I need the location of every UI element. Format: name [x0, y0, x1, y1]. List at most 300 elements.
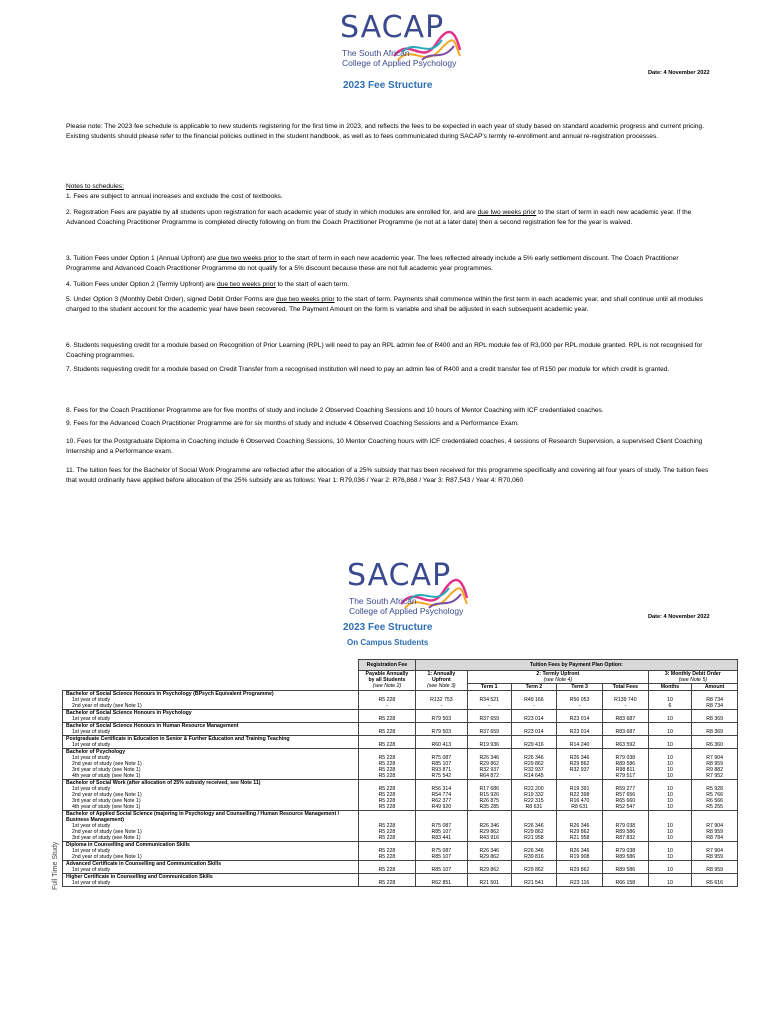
cell-o1 [415, 861, 467, 874]
fee-value: R19 908 [569, 854, 590, 860]
fee-value: R5 228 [378, 697, 396, 703]
fee-value: R85 107 [431, 829, 452, 835]
fee-value: R49 166 [524, 697, 544, 703]
cell-reg [359, 811, 416, 842]
fee-value: R5 766 [706, 792, 723, 798]
year-label: 2nd year of study (see Note 1) [72, 761, 142, 767]
cell-tot [602, 874, 648, 887]
fee-value: R5 228 [378, 716, 396, 722]
cell-m [648, 861, 692, 874]
fee-value: R75 087 [431, 755, 452, 761]
fee-value: 10 [667, 829, 673, 835]
fee-value: R79 517 [615, 773, 636, 779]
fee-value: R5 228 [378, 867, 396, 873]
logo-line-1: The South African [349, 596, 417, 606]
programme-name: Bachelor of Social Science Honours in Psychology (BPsych Equivalent Programme) [66, 691, 274, 697]
fee-value: R5 228 [378, 823, 396, 829]
fee-value: R75 087 [431, 823, 452, 829]
year-label: 1st year of study [72, 880, 111, 886]
cell-m [648, 780, 692, 811]
fee-value: R17 686 [479, 786, 500, 792]
fee-value: - [624, 703, 627, 709]
fee-value: R8 631 [571, 804, 588, 810]
programme-name: Diploma in Counselling and Communication Skills [66, 842, 190, 848]
year-label: 1st year of study [72, 848, 111, 854]
cell-t2 [511, 723, 557, 736]
programme-name: Bachelor of Social Science Honours in Human Resource Management [66, 723, 239, 729]
term-2-header: Term 2 [511, 684, 557, 691]
cell-o1 [415, 780, 467, 811]
page-title: 2023 Fee Structure [343, 622, 433, 633]
fee-value: R29 862 [569, 761, 590, 767]
fee-value: R34 521 [479, 697, 500, 703]
months-header: Months [648, 684, 692, 691]
side-label: Full Time Study [52, 841, 59, 890]
fee-value: R5 228 [378, 880, 396, 886]
fee-value: R29 416 [524, 742, 544, 748]
fee-value: R5 228 [378, 804, 396, 810]
fee-value: R7 904 [706, 848, 723, 854]
fee-value: 10 [667, 798, 673, 804]
year-label: 1st year of study [72, 867, 111, 873]
fee-value: R29 862 [479, 867, 500, 873]
year-label: 3rd year of study (see Note 1) [72, 798, 141, 804]
cell-t2 [511, 811, 557, 842]
fee-value: R32 937 [569, 767, 590, 773]
logo [347, 558, 477, 618]
fee-value: R21 541 [524, 880, 544, 886]
cell-t2 [511, 691, 557, 710]
notes-heading: Notes to schedules: [66, 183, 124, 190]
programme-name: Bachelor of Psychology [66, 749, 126, 755]
fee-value: R79 038 [615, 755, 636, 761]
fee-value: 10 [667, 755, 673, 761]
fee-value: R49 920 [431, 804, 452, 810]
programme-row [63, 861, 738, 874]
cell-amt [692, 723, 738, 736]
fee-value: R15 926 [479, 792, 500, 798]
cell-o1 [415, 749, 467, 780]
cell-m [648, 736, 692, 749]
cell-t2 [511, 842, 557, 861]
fee-value: R29 862 [479, 761, 500, 767]
fee-value: R64 872 [479, 773, 500, 779]
fee-value: R19 391 [569, 786, 590, 792]
cell-m [648, 710, 692, 723]
fee-value: R19 332 [524, 792, 544, 798]
cell-t1 [467, 842, 511, 861]
cell-reg [359, 691, 416, 710]
fee-value: R59 277 [615, 786, 636, 792]
note-8: 8. Fees for the Coach Practitioner Programme are for five months of study and include 2 Observed Coaching Sessions and 10 hours of Mentor Coaching with ICF credentialed coaches. [66, 407, 604, 414]
fee-value: 10 [667, 867, 673, 873]
fee-value: R5 228 [378, 755, 396, 761]
year-label: 4th year of study (see Note 1) [72, 804, 141, 810]
cell-t3 [557, 749, 603, 780]
fee-value: R7 904 [706, 755, 723, 761]
cell-reg [359, 861, 416, 874]
fee-value: R66 158 [615, 880, 636, 886]
fee-value: R35 285 [479, 804, 500, 810]
cell-o1 [415, 691, 467, 710]
fee-value: R83 687 [615, 716, 636, 722]
note-3: 3. Tuition Fees under Option 1 (Annual Upfront) are due two weeks prior to the start of term in each new academic year. The fees reflected already include a 5% early settlement discount. The Coach Practitioner Programme and Advanced Coach Practitioner Programme do not qualify for a 5% discount because these are not full academic year programmes. [66, 255, 679, 272]
option-3-header: 3: Monthly Debit Order (see Note 5) [648, 671, 737, 684]
fee-value: R19 936 [479, 742, 500, 748]
cell-t1 [467, 861, 511, 874]
fee-table [62, 659, 738, 887]
year-label: 2nd year of study (see Note 1) [72, 703, 142, 709]
fee-value: R14 645 [524, 773, 544, 779]
fee-value: R5 255 [706, 804, 723, 810]
cell-t3 [557, 736, 603, 749]
fee-value: R21 501 [479, 880, 500, 886]
fee-value: 10 [667, 835, 673, 841]
cell-o1 [415, 723, 467, 736]
fee-value: R26 346 [479, 823, 500, 829]
fee-value: R26 875 [479, 798, 500, 804]
fee-value: R23 014 [524, 716, 544, 722]
programme-row [63, 736, 738, 749]
fee-value: - [440, 703, 443, 709]
programme-row [63, 723, 738, 736]
fee-value: 10 [667, 773, 673, 779]
fee-value: R5 228 [378, 761, 396, 767]
note-7: 7. Students requesting credit for a module based on Credit Transfer from a recognised institution will need to pay an admin fee of R400 and a credit transfer fee of R150 per module for which credit is granted. [66, 366, 670, 373]
fee-value: R57 656 [615, 792, 636, 798]
fee-value: R23 014 [569, 716, 590, 722]
year-label: 3rd year of study (see Note 1) [72, 835, 141, 841]
fee-value: R89 586 [615, 854, 636, 860]
fee-value: R56 314 [431, 786, 452, 792]
fee-value: R37 659 [479, 729, 500, 735]
fee-value: - [578, 773, 581, 779]
fee-value: R93 871 [431, 767, 452, 773]
fee-value: R5 228 [378, 767, 396, 773]
fee-value: R6 616 [706, 880, 723, 886]
note-6: 6. Students requesting credit for a module based on Recognition of Prior Learning (RPL) will need to pay an RPL admin fee of R400 and an RPL module fee of R3,000 per RPL module granted. RPL is not recognised for Coaching programmes. [66, 342, 703, 359]
fee-value: R5 228 [378, 773, 396, 779]
programme-name: Bachelor of Social Science Honours in Psychology [66, 710, 192, 716]
fee-value: R54 774 [431, 792, 452, 798]
year-label: 4th year of study (see Note 1) [72, 773, 141, 779]
fee-value: R56 053 [569, 697, 590, 703]
fee-value: R8 734 [706, 703, 723, 709]
cell-t2 [511, 736, 557, 749]
reg-fee-header: Registration Fee [359, 660, 416, 671]
cell-amt [692, 691, 738, 710]
page-title: 2023 Fee Structure [343, 80, 433, 91]
fee-value: R23 116 [569, 880, 590, 886]
cell-t1 [467, 780, 511, 811]
total-fees-header: Total Fees [602, 684, 648, 691]
logo-line-2: College of Applied Psychology [349, 606, 464, 616]
fee-value: R26 346 [524, 823, 544, 829]
fee-value: R29 862 [569, 867, 590, 873]
programme-name: Postgraduate Certificate in Education in Senior & Further Education and Training Teaching [66, 736, 290, 742]
programme-row [63, 811, 738, 842]
note-5: 5. Under Option 3 (Monthly Debit Order), signed Debit Order Forms are due two weeks prior to the start of term. Payments shall commence within the first term in each academic year, and shall continue until all modules charged to the student account for the academic year have been recovered. The Payment Amount on the form is variable and shall be adjusted in each subsequent academic year. [66, 296, 703, 313]
fee-value: R5 228 [378, 786, 396, 792]
year-label: 1st year of study [72, 697, 111, 703]
fee-value: 10 [667, 786, 673, 792]
cell-tot [602, 710, 648, 723]
programme-row [63, 780, 738, 811]
fee-value: R8 369 [706, 729, 723, 735]
fee-value: R62 851 [431, 880, 452, 886]
fee-value: R22 200 [524, 786, 544, 792]
fee-value: R26 346 [569, 848, 590, 854]
fee-value: R75 087 [431, 848, 452, 854]
note-9: 9. Fees for the Advanced Coach Practitioner Programme are for six months of study and include 4 Observed Coaching Sessions and a Performance Exam. [66, 420, 520, 427]
fee-value: R26 346 [524, 755, 544, 761]
cell-t3 [557, 723, 603, 736]
document-date: Date: 4 November 2022 [648, 614, 710, 620]
logo-wordmark: SACAP [347, 558, 452, 593]
cell-m [648, 811, 692, 842]
fee-value: R52 547 [615, 804, 636, 810]
fee-value: R26 346 [524, 848, 544, 854]
fee-value: 10 [667, 729, 673, 735]
year-label: 1st year of study [72, 716, 111, 722]
cell-t1 [467, 710, 511, 723]
cell-reg [359, 710, 416, 723]
fee-value: R8 959 [706, 867, 723, 873]
fee-value: R21 958 [569, 835, 590, 841]
programme-row [63, 691, 738, 710]
cell-reg [359, 736, 416, 749]
cell-o1 [415, 842, 467, 861]
fee-value: R79 038 [615, 848, 636, 854]
cell-t3 [557, 710, 603, 723]
fee-value: R5 228 [378, 848, 396, 854]
logo-wordmark: SACAP [340, 10, 445, 45]
fee-value: R79 503 [431, 729, 452, 735]
logo-line-2: College of Applied Psychology [342, 58, 457, 68]
cell-reg [359, 780, 416, 811]
fee-value: R39 816 [524, 854, 544, 860]
cell-t2 [511, 710, 557, 723]
fee-value: R5 228 [378, 729, 396, 735]
fee-value: R8 631 [525, 804, 543, 810]
cell-tot [602, 842, 648, 861]
cell-m [648, 749, 692, 780]
cell-reg [359, 723, 416, 736]
fee-value: R23 014 [524, 729, 544, 735]
fee-value: 10 [667, 761, 673, 767]
fee-value: R5 228 [378, 829, 396, 835]
cell-t2 [511, 861, 557, 874]
cell-o1 [415, 811, 467, 842]
cell-t3 [557, 861, 603, 874]
fee-value: - [386, 703, 388, 709]
fee-value: R60 413 [431, 742, 452, 748]
fee-value: R8 734 [706, 697, 723, 703]
fee-value: 10 [667, 697, 673, 703]
fee-value: R8 369 [706, 716, 723, 722]
cell-m [648, 691, 692, 710]
fee-value: 10 [667, 716, 673, 722]
fee-value: R37 659 [479, 716, 500, 722]
note-10: 10. Fees for the Postgraduate Diploma in Coaching include 6 Observed Coaching Sessions, 10 Mentor Coaching hours with ICF credentialed coaches, 4 sessions of Research Supervision, a supervised Client Coaching Internship and a Performance exam. [66, 438, 703, 455]
fee-value: R16 470 [569, 798, 590, 804]
term-1-header: Term 1 [467, 684, 511, 691]
fee-value: R14 240 [569, 742, 590, 748]
fee-value: R5 228 [378, 835, 396, 841]
fee-value: - [488, 703, 491, 709]
programme-name: Higher Certificate in Counselling and Communication Skills [66, 874, 213, 880]
programme-row [63, 710, 738, 723]
fee-value: R98 811 [615, 767, 635, 773]
fee-value: R8 959 [706, 854, 723, 860]
cell-tot [602, 861, 648, 874]
fee-value: R79 038 [615, 823, 636, 829]
option-2-header: 2: Termly Upfront (see Note 4) [467, 671, 648, 684]
fee-value: 10 [667, 767, 673, 773]
fee-value: R85 107 [431, 854, 452, 860]
fee-value: R139 740 [614, 697, 637, 703]
cell-amt [692, 861, 738, 874]
fee-value: R83 687 [615, 729, 636, 735]
programme-name: Advanced Certificate in Counselling and Communication Skills [66, 861, 222, 867]
logo [340, 10, 470, 70]
pay-annual-header: Payable Annually by all Students (see Note 2) [359, 671, 416, 691]
fee-value: R132 753 [430, 697, 453, 703]
cell-tot [602, 736, 648, 749]
cell-tot [602, 780, 648, 811]
fee-value: R89 586 [615, 761, 636, 767]
cell-tot [602, 723, 648, 736]
cell-amt [692, 874, 738, 887]
logo-line-1: The South African [342, 48, 410, 58]
fee-value: 10 [667, 854, 673, 860]
cell-m [648, 842, 692, 861]
fee-value: R87 832 [615, 835, 636, 841]
fee-value: R7 952 [706, 773, 723, 779]
cell-t1 [467, 874, 511, 887]
programme-row [63, 874, 738, 887]
year-label: 1st year of study [72, 823, 111, 829]
year-label: 1st year of study [72, 786, 111, 792]
fee-value: R29 862 [524, 829, 544, 835]
cell-t3 [557, 811, 603, 842]
cell-m [648, 874, 692, 887]
option-1-header: 1: Annually Upfront (see Note 3) [415, 671, 467, 691]
year-label: 2nd year of study (see Note 1) [72, 829, 142, 835]
fee-value: R29 862 [479, 829, 500, 835]
cell-amt [692, 842, 738, 861]
cell-tot [602, 749, 648, 780]
fee-value: R26 346 [569, 755, 590, 761]
cell-t3 [557, 691, 603, 710]
fee-value: 10 [667, 804, 673, 810]
fee-value: R5 928 [706, 786, 723, 792]
cell-t1 [467, 736, 511, 749]
note-2: 2. Registration Fees are payable by all students upon registration for each academic year of study in which modules are enrolled for, and are due two weeks prior to the start of term in each new academic year. If the Advanced Coaching Practitioner Programme is completed directly following on from the Coach Practitioner Programme (ie not at a later date) then a second registration fee for the year is waived. [66, 209, 692, 226]
fee-value: 10 [667, 848, 673, 854]
cell-t1 [467, 723, 511, 736]
year-label: 1st year of study [72, 729, 111, 735]
cell-o1 [415, 736, 467, 749]
programme-name: Bachelor of Social Work (after allocation of 25% subsidy received, see Note 11) [66, 780, 261, 786]
cell-o1 [415, 874, 467, 887]
fee-value: R8 959 [706, 829, 723, 835]
cell-amt [692, 780, 738, 811]
cell-t3 [557, 842, 603, 861]
programme-name: Bachelor of Applied Social Science (majoring in Psychology and Counselling / Human Resource Management / Business Management) [66, 811, 340, 823]
cell-o1 [415, 710, 467, 723]
fee-value: R89 586 [615, 829, 636, 835]
term-3-header: Term 3 [557, 684, 603, 691]
fee-value: R85 107 [431, 761, 452, 767]
cell-amt [692, 736, 738, 749]
fee-value: R79 503 [431, 716, 452, 722]
fee-value: R29 862 [479, 854, 500, 860]
document-date: Date: 4 November 2022 [648, 70, 710, 76]
page-2 [0, 550, 768, 1024]
fee-value: R6 360 [706, 742, 723, 748]
cell-reg [359, 749, 416, 780]
fee-value: 10 [667, 823, 673, 829]
fee-value: R26 346 [569, 823, 590, 829]
cell-t2 [511, 749, 557, 780]
programme-row [63, 842, 738, 861]
note-1: 1. Fees are subject to annual increases and exclude the cost of textbooks. [66, 193, 283, 200]
fee-value: R23 014 [569, 729, 590, 735]
fee-value: R8 959 [706, 761, 723, 767]
cell-t2 [511, 874, 557, 887]
cell-tot [602, 811, 648, 842]
fee-value: 10 [667, 792, 673, 798]
fee-value: R43 916 [479, 835, 500, 841]
fee-value: R32 937 [524, 767, 544, 773]
tuition-header: Tuition Fees by Payment Plan Option: [415, 660, 737, 671]
amount-header: Amount [692, 684, 738, 691]
year-label: 3rd year of study (see Note 1) [72, 767, 141, 773]
fee-value: R26 346 [479, 848, 500, 854]
note-4: 4. Tuition Fees under Option 2 (Termly Upfront) are due two weeks prior to the start of each term. [66, 281, 349, 288]
fee-value: R5 228 [378, 792, 396, 798]
cell-t1 [467, 811, 511, 842]
fee-value: R29 862 [524, 867, 544, 873]
fee-value: R5 228 [378, 798, 396, 804]
fee-value: R8 784 [706, 835, 723, 841]
fee-value: - [533, 703, 535, 709]
fee-value: R62 377 [431, 798, 452, 804]
fee-value: 10 [667, 742, 673, 748]
year-label: 2nd year of study (see Note 1) [72, 854, 142, 860]
cell-reg [359, 874, 416, 887]
cell-amt [692, 749, 738, 780]
fee-value: 10 [667, 880, 673, 886]
cell-t3 [557, 780, 603, 811]
cell-reg [359, 842, 416, 861]
cell-amt [692, 811, 738, 842]
fee-value: R22 315 [524, 798, 544, 804]
fee-value: R5 228 [378, 854, 396, 860]
fee-value: R29 862 [569, 829, 590, 835]
year-label: 1st year of study [72, 742, 111, 748]
fee-value: R75 542 [431, 773, 452, 779]
fee-value: R5 228 [378, 742, 396, 748]
cell-m [648, 723, 692, 736]
page-subtitle: On Campus Students [347, 638, 429, 647]
fee-value: R7 904 [706, 823, 723, 829]
fee-value: R26 346 [479, 755, 500, 761]
fee-value: R85 107 [431, 867, 452, 873]
fee-value: R32 937 [479, 767, 500, 773]
fee-value: - [578, 703, 581, 709]
